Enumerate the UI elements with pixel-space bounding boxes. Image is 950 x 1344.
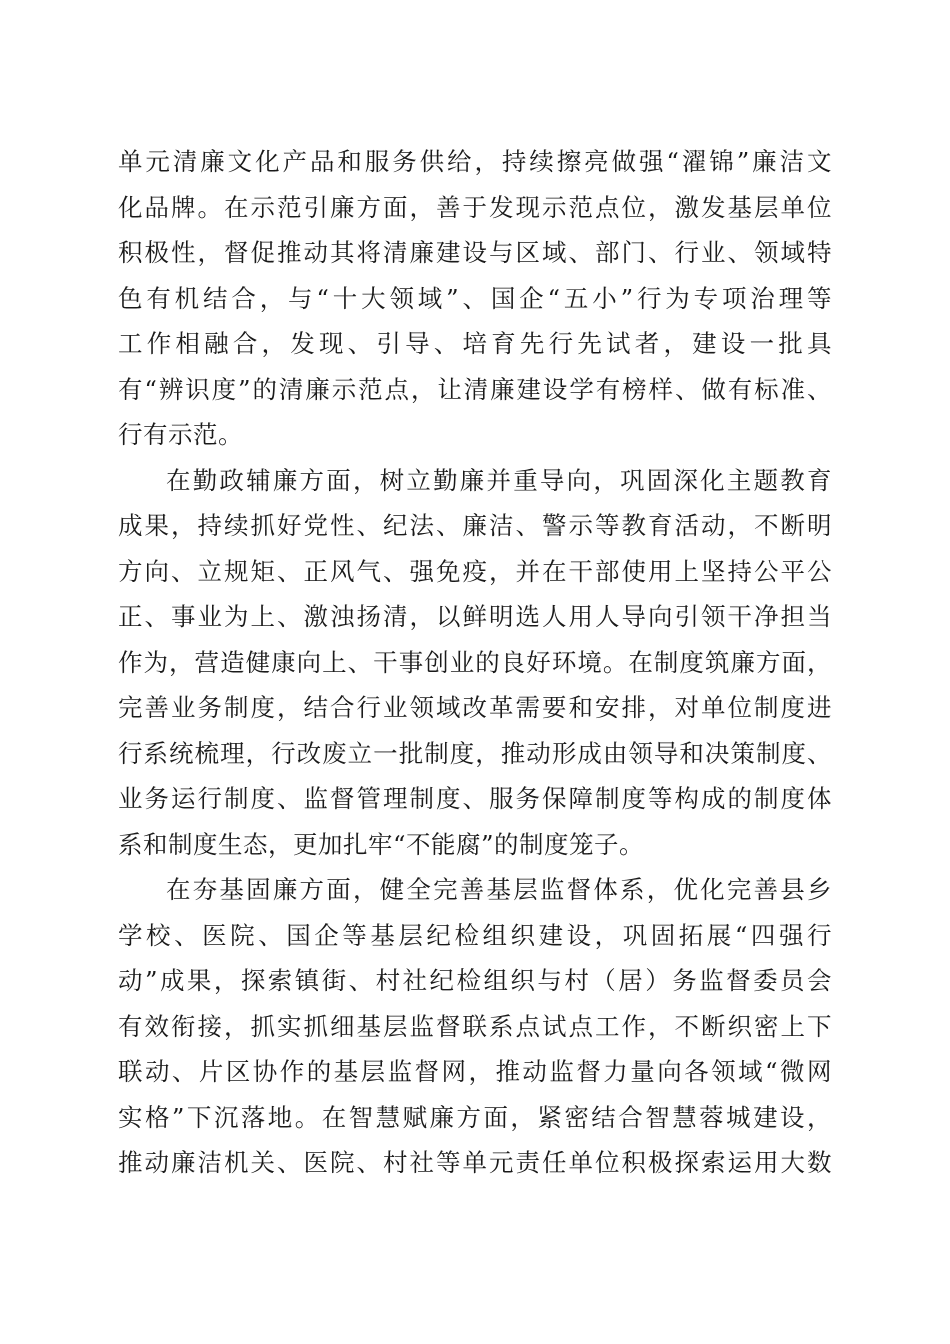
text-line: 系和制度生态，更加扎牢“不能腐”的制度笼子。 xyxy=(118,830,645,859)
text-line: 工作相融合，发现、引导、培育先行先试者，建设一批具 xyxy=(118,329,832,358)
text-line: 成果，持续抓好党性、纪法、廉洁、警示等教育活动，不断明 xyxy=(118,511,832,540)
text-line: 作为，营造健康向上、干事创业的良好环境。在制度筑廉方面， xyxy=(118,648,832,677)
text-line: 化品牌。在示范引廉方面，善于发现示范点位，激发基层单位 xyxy=(118,193,832,222)
text-line: 业务运行制度、监督管理制度、服务保障制度等构成的制度体 xyxy=(118,784,832,813)
text-line: 在夯基固廉方面，健全完善基层监督体系，优化完善县乡 xyxy=(166,875,832,904)
text-line: 色有机结合，与“十大领域”、国企“五小”行为专项治理等 xyxy=(118,284,832,313)
text-line: 实格”下沉落地。在智慧赋廉方面，紧密结合智慧蓉城建设， xyxy=(118,1103,832,1132)
text-line: 动”成果，探索镇街、村社纪检组织与村（居）务监督委员会 xyxy=(118,966,832,995)
text-line: 积极性，督促推动其将清廉建设与区域、部门、行业、领域特 xyxy=(118,238,832,267)
text-line: 行有示范。 xyxy=(118,420,243,449)
text-line: 有“辨识度”的清廉示范点，让清廉建设学有榜样、做有标准、 xyxy=(118,375,832,404)
text-line: 联动、片区协作的基层监督网，推动监督力量向各领域“微网 xyxy=(118,1057,832,1086)
text-line: 行系统梳理，行改废立一批制度，推动形成由领导和决策制度、 xyxy=(118,739,832,768)
text-line: 推动廉洁机关、医院、村社等单元责任单位积极探索运用大数 xyxy=(118,1148,832,1177)
text-line: 正、事业为上、激浊扬清，以鲜明选人用人导向引领干净担当 xyxy=(118,602,832,631)
text-line: 方向、立规矩、正风气、强免疫，并在干部使用上坚持公平公 xyxy=(118,557,832,586)
text-line: 有效衔接，抓实抓细基层监督联系点试点工作，不断织密上下 xyxy=(118,1012,832,1041)
text-line: 学校、医院、国企等基层纪检组织建设，巩固拓展“四强行 xyxy=(118,921,832,950)
text-line: 在勤政辅廉方面，树立勤廉并重导向，巩固深化主题教育 xyxy=(166,466,832,495)
text-line: 完善业务制度，结合行业领域改革需要和安排，对单位制度进 xyxy=(118,693,832,722)
text-line: 单元清廉文化产品和服务供给，持续擦亮做强“濯锦”廉洁文 xyxy=(118,147,832,176)
